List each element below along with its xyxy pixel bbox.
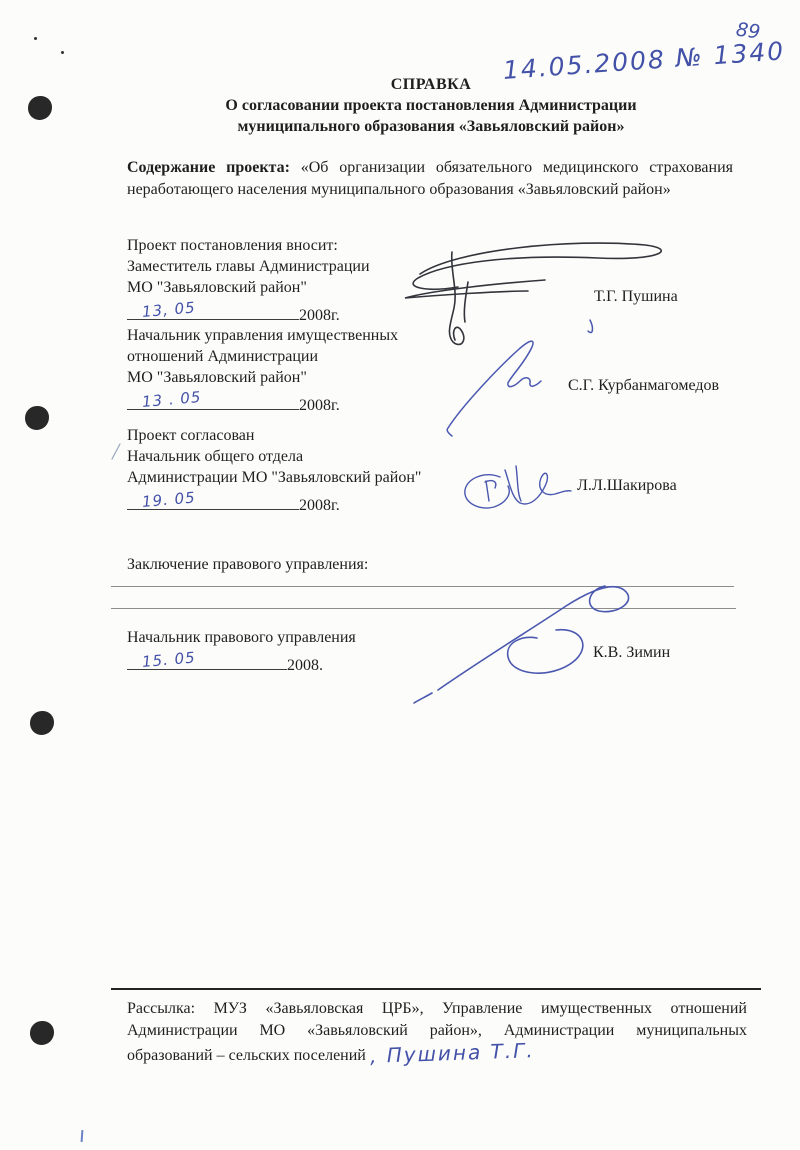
block-line: Проект постановления вносит: xyxy=(127,237,338,254)
project-content-text: «Об организации обязательного медицинского страхования неработающего населения муниципального образования «Завьяловский район» xyxy=(127,159,733,198)
handwritten-distribution-note: , Пушина Т.Г. xyxy=(369,1038,535,1068)
blank-fill-line xyxy=(111,586,734,587)
handwritten-date: 15. 05 xyxy=(141,648,197,672)
handwritten-date: 13, 05 xyxy=(141,298,197,322)
legal-conclusion-label: Заключение правового управления: xyxy=(127,556,369,573)
block-line: Начальник управления имущественных xyxy=(127,327,399,344)
date-row xyxy=(127,488,421,516)
block-line: Заместитель главы Администрации xyxy=(127,258,370,275)
title-line-1: СПРАВКА xyxy=(390,76,472,93)
document-title xyxy=(127,74,735,137)
distribution-divider-line xyxy=(111,988,761,990)
distribution-text: МУЗ «Завьяловская ЦРБ», Управление имущественных отношений Администрации МО «Завьяловский район», Администрации муниципальных образований – сельских поселений xyxy=(127,1000,747,1064)
block-line: Начальник правового управления xyxy=(127,629,356,646)
date-row xyxy=(127,387,398,416)
signature-block-zimin xyxy=(127,627,356,676)
title-line-2: О согласовании проекта постановления Администрации xyxy=(225,97,637,114)
hole-punch-mark xyxy=(30,1021,54,1045)
signature-block-shakirova xyxy=(127,425,421,516)
signature-block-pushina xyxy=(127,235,370,326)
signature-block-kurbanmagomedov xyxy=(127,325,398,416)
block-line: Начальник общего отдела xyxy=(127,448,304,465)
date-row xyxy=(127,648,356,676)
block-line: отношений Администрации xyxy=(127,348,319,365)
stray-pen-mark xyxy=(112,444,120,459)
project-content-label: Содержание проекта: xyxy=(127,159,290,176)
scan-speck xyxy=(61,51,64,54)
year-label: 2008г. xyxy=(299,497,340,514)
title-line-3: муниципального образования «Завьяловский район» xyxy=(237,118,625,135)
signature-shakirova xyxy=(465,466,571,508)
block-line: МО "Завьяловский район" xyxy=(127,279,307,296)
distribution-paragraph xyxy=(127,998,747,1067)
handwritten-date: 13 . 05 xyxy=(141,387,203,412)
date-row xyxy=(127,298,370,326)
signer-name: С.Г. Курбанмагомедов xyxy=(568,377,720,394)
project-content-paragraph xyxy=(127,157,733,200)
year-label: 2008. xyxy=(287,657,323,674)
handwritten-date-stamp: 14.05.2008 № 1340 xyxy=(502,36,787,85)
handwritten-date: 19. 05 xyxy=(141,488,197,512)
block-line: Администрации МО "Завьяловский район" xyxy=(127,469,422,486)
handwritten-page-number: 89 xyxy=(734,18,762,44)
hole-punch-mark xyxy=(30,711,54,735)
signer-name: К.В. Зимин xyxy=(593,644,671,661)
year-label: 2008г. xyxy=(299,397,340,414)
signer-name: Т.Г. Пушина xyxy=(594,288,678,305)
pen-tick-mark xyxy=(81,1130,84,1142)
distribution-label: Рассылка: xyxy=(127,1000,196,1017)
year-label: 2008г. xyxy=(299,307,340,324)
block-line: Проект согласован xyxy=(127,427,255,444)
scan-speck xyxy=(34,37,37,40)
hole-punch-mark xyxy=(25,406,49,430)
hole-punch-mark xyxy=(28,96,52,120)
blank-fill-line xyxy=(111,608,736,609)
block-line: МО "Завьяловский район" xyxy=(127,369,307,386)
signer-name: Л.Л.Шакирова xyxy=(577,477,677,494)
